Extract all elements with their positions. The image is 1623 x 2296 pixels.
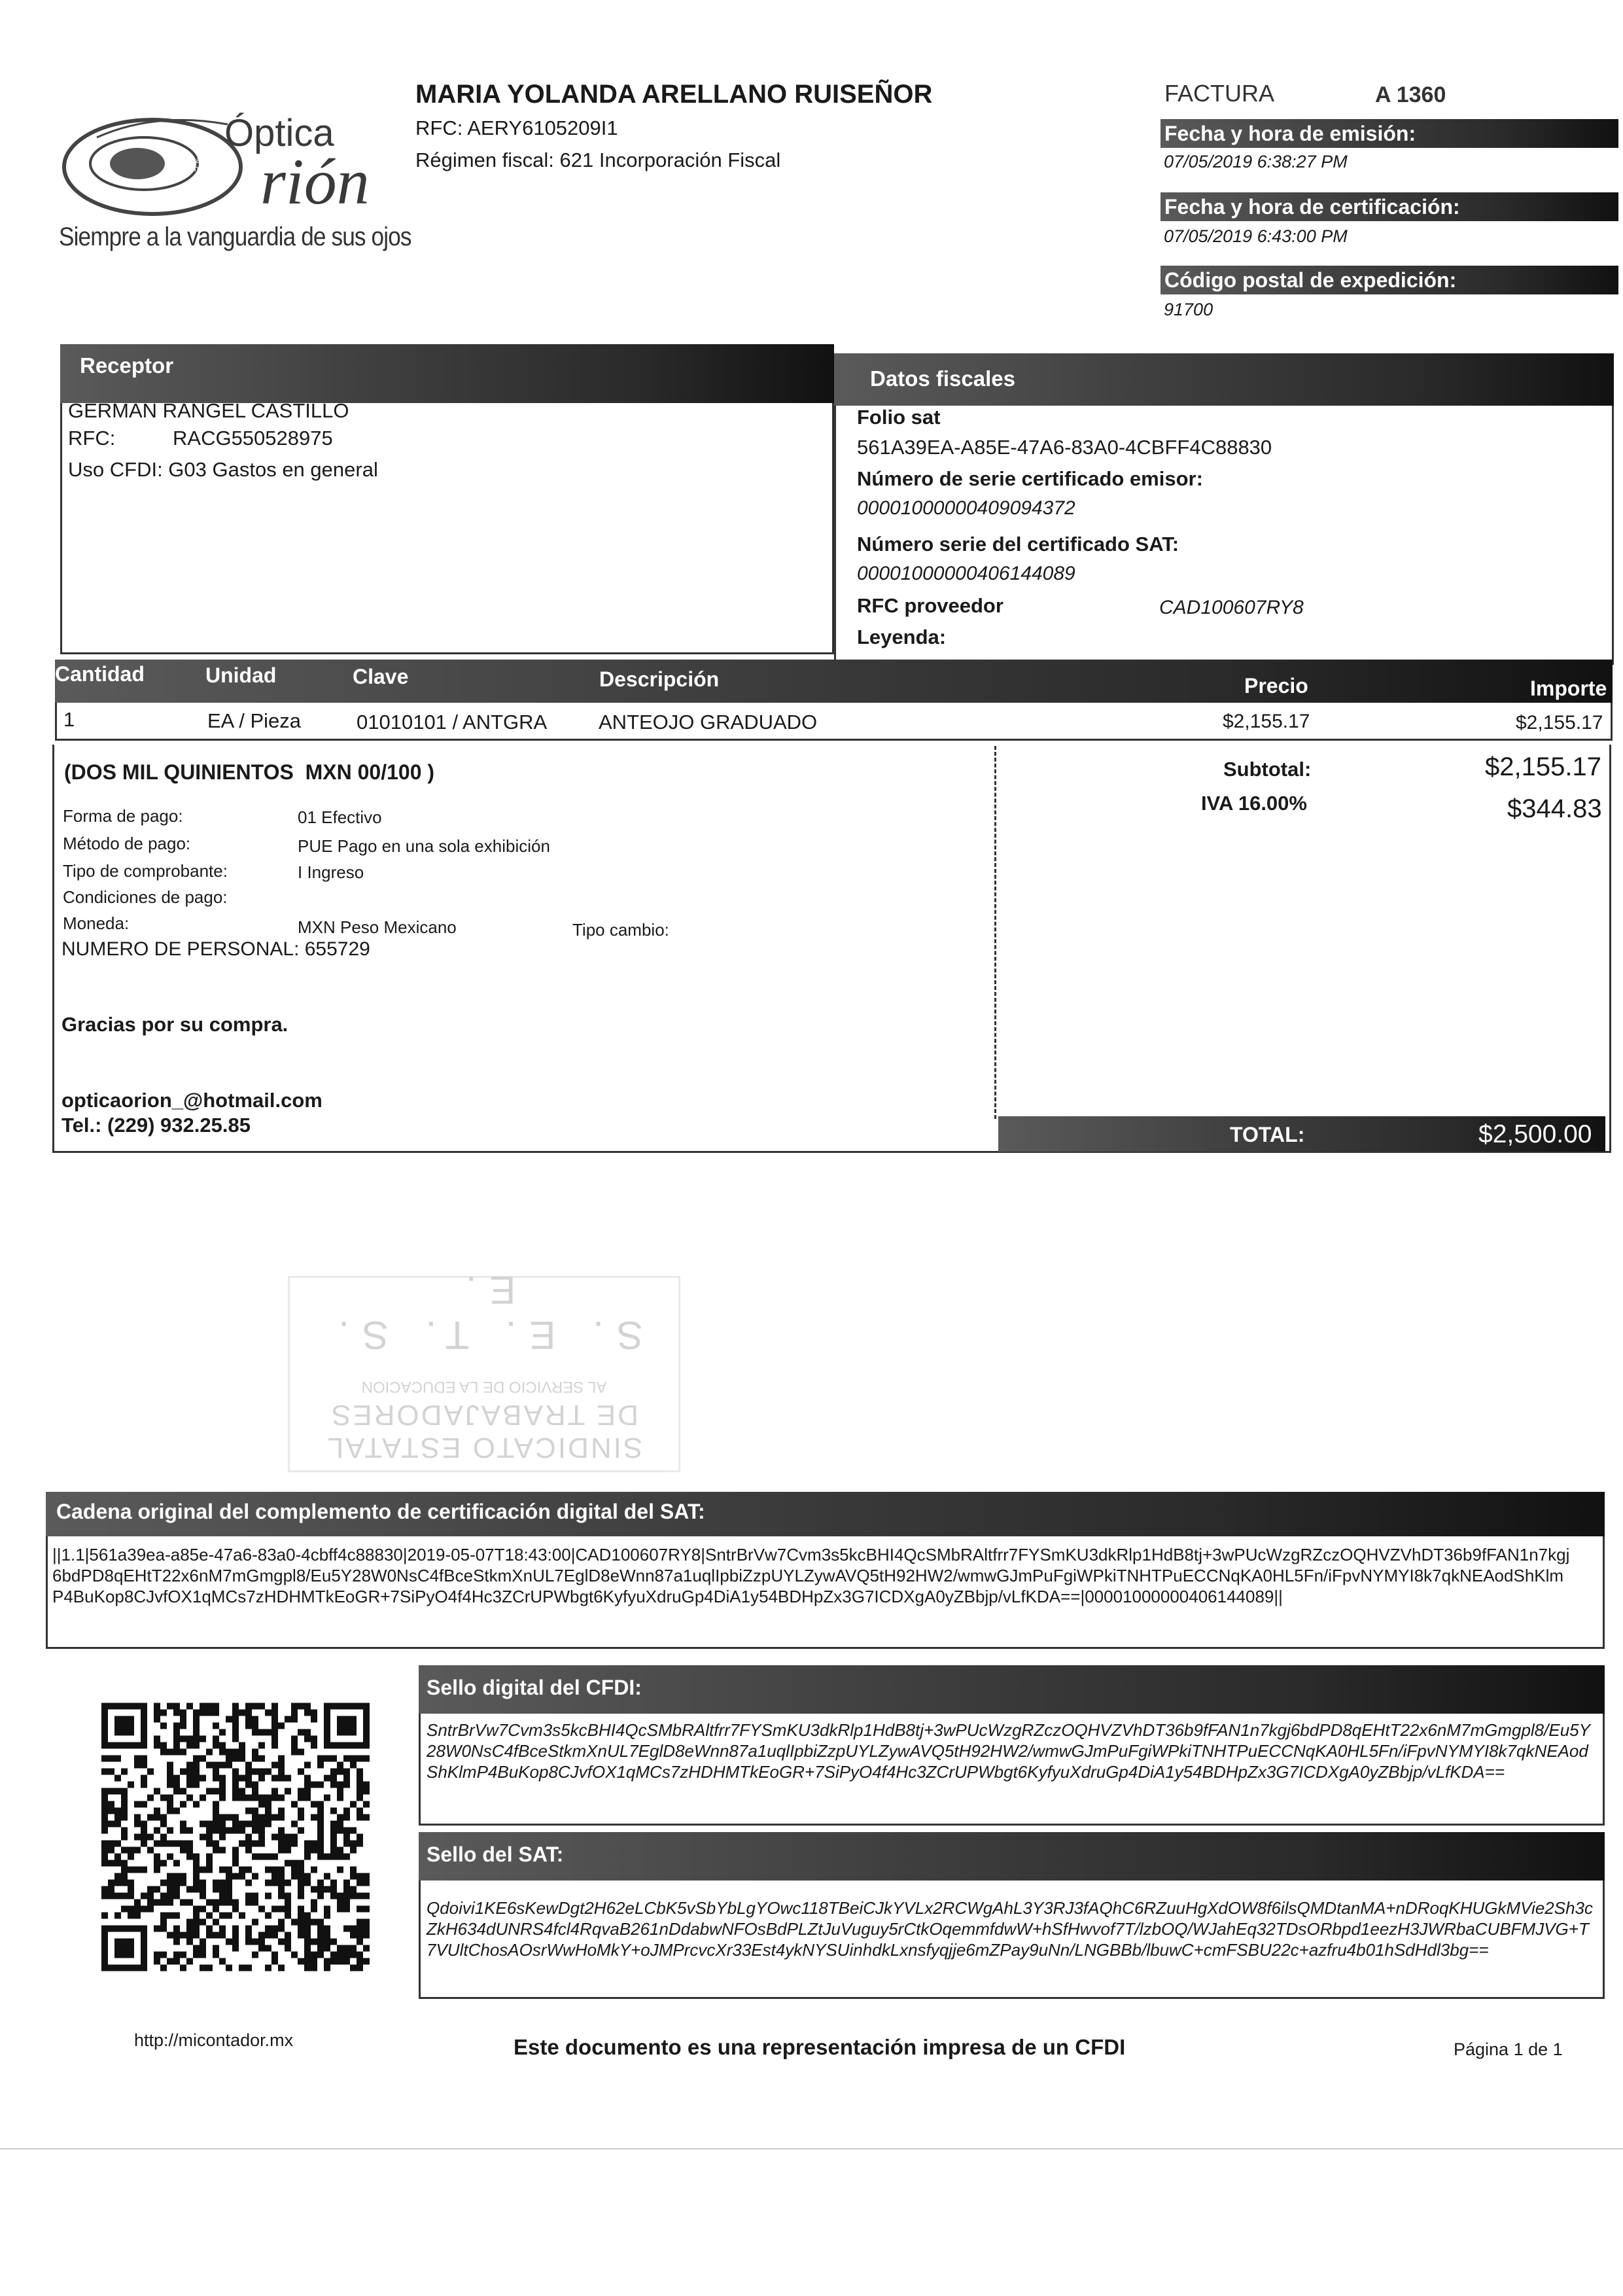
subtotal-value: $2,155.17 [1485, 752, 1601, 781]
leyenda-label: Leyenda: [857, 626, 947, 648]
emision-label: Fecha y hora de emisión: [1164, 122, 1416, 145]
col-unidad: Unidad [205, 663, 277, 687]
qr-modules [101, 1703, 370, 1971]
col-clave: Clave [353, 665, 409, 688]
items-body [55, 703, 1613, 741]
cp-label-bar [1161, 266, 1618, 294]
thanks-text: Gracias por su compra. [61, 1013, 288, 1036]
cadena-header-text: Cadena original del complemento de certificación digital del SAT: [56, 1500, 705, 1523]
col-importe: Importe [1530, 677, 1607, 700]
cell-precio: $2,155.17 [1223, 711, 1310, 732]
contact-tel: Tel.: (229) 932.25.85 [61, 1114, 251, 1137]
iva-value: $344.83 [1507, 794, 1602, 823]
col-cantidad: Cantidad [55, 662, 145, 686]
col-precio: Precio [1244, 674, 1308, 698]
cadena-header [46, 1492, 1605, 1536]
emision-value: 07/05/2019 6:38:27 PM [1164, 152, 1348, 171]
sello-cfdi-text: SntrBrVw7Cvm3s5kcBHI4QcSMbRAltfrr7FYSmKU3dkRlp1HdB8tj+3wPUcWzgRZczOQHVZVhDT36b9fFAN1n7kgj6bdPD8qEHtT22x6nM7mGmgpl8/Eu5Y28W0NsC4fBceStkmXnUL7EglD8eWnn87a1uqlIpbiZzpUYLZywAVQ5tH92HW2/wmwGJmPuFgiWPkiTNHTPuECCNqKA0HL5Fn/iFpvNYMYI8k7qkNEAodShKlmP4BuKop8CJvfOX1qMCs7zHDHMTkEoGR+7SiPyO4f4Hc3ZCrUPWbgt6KyfyuXdruGp4DiA1y54BDHpZx3G7ICDXgA0yZBbjp/vLfKDA== [427, 1720, 1590, 1782]
tipo-comp-label: Tipo de comprobante: [63, 861, 228, 881]
items-header [55, 660, 1613, 703]
cp-label: Código postal de expedición: [1164, 268, 1457, 292]
stamp-line2: DE TRABAJADORES [329, 1399, 639, 1431]
issuer-regimen: Régimen fiscal: 621 Incorporación Fiscal [415, 149, 781, 171]
logo-tagline: Siempre a la vanguardia de sus ojos [59, 222, 411, 251]
company-logo [58, 98, 411, 268]
col-descripcion: Descripción [599, 667, 720, 691]
cell-descripcion: ANTEOJO GRADUADO [599, 711, 818, 733]
issuer-name: MARIA YOLANDA ARELLANO RUISEÑOR [415, 80, 933, 109]
cert-label-bar [1161, 192, 1618, 221]
cert-label: Fecha y hora de certificación: [1164, 195, 1460, 219]
forma-value: 01 Efectivo [298, 807, 382, 827]
total-label: TOTAL: [1230, 1123, 1305, 1146]
cp-value: 91700 [1164, 300, 1213, 319]
stamp-line4: S. E. T. S. E. [325, 1268, 643, 1357]
logo-brand-line2: rión [260, 145, 370, 218]
receptor-rfc-label: RFC: [68, 427, 116, 450]
issuer-rfc: RFC: AERY6105209I1 [415, 116, 618, 139]
serie-emisor-label: Número de serie certificado emisor: [857, 467, 1203, 490]
cert-value: 07/05/2019 6:43:00 PM [1164, 226, 1348, 246]
stamp-line1: SINDICATO ESTATAL [325, 1432, 643, 1464]
receptor-uso: Uso CFDI: G03 Gastos en general [68, 458, 378, 481]
subtotal-label: Subtotal: [1223, 758, 1312, 781]
receptor-name: GERMAN RANGEL CASTILLO [68, 399, 349, 422]
serie-emisor-value: 00001000000409094372 [857, 497, 1075, 519]
metodo-label: Método de pago: [63, 834, 191, 853]
sello-sat-text: Qdoivi1KE6sKewDgt2H62eLCbK5vSbYbLgYOwc118TBeiCJkYVLx2RCWgAhL3Y3RJ3fAQhC6RZuuHgXdOW8f6ilsQMDtanMA+nDRoqKHUGkMVie2Sh3cZkH634dUNRS4fcl4RqvaB261nDdabwNFOsBdPLZtJuVuguy5rCtkOqemmfdwW+hSfHwvof7T/lzbOQ/WJahEq32TDsORbpd1eezH3JWRbaCUBFMJVG+T7VUltChosAOsrWwHoMkY+oJMPrcvcXr33Est4ykNYSUinhdkLxnsfyqjje6mZPay9uNn/LNGBBb/lbuwC+cmFSBU22c+azfru4b01hSdHdl3bg== [427, 1898, 1594, 1960]
receptor-header-text: Receptor [80, 353, 174, 378]
fiscal-header-text: Datos fiscales [870, 366, 1015, 391]
forma-label: Forma de pago: [63, 806, 183, 826]
folio-value: 561A39EA-A85E-47A6-83A0-4CBFF4C88830 [857, 436, 1272, 459]
sello-cfdi-header [419, 1665, 1605, 1714]
receptor-header [60, 344, 834, 403]
invoice-number: A 1360 [1375, 82, 1446, 107]
contact-email[interactable]: opticaorion_@hotmail.com [61, 1089, 323, 1112]
serie-sat-label: Número serie del certificado SAT: [857, 533, 1179, 556]
cell-importe: $2,155.17 [1516, 712, 1603, 733]
fiscal-header [834, 353, 1614, 406]
numero-personal: NUMERO DE PERSONAL: 655729 [61, 938, 370, 960]
footer-url[interactable]: http://micontador.mx [134, 2030, 294, 2050]
tipo-comp-value: I Ingreso [298, 862, 364, 882]
footer-note: Este documento es una representación impresa de un CFDI [514, 2035, 1126, 2059]
stamp-line3: AL SERVICIO DE LA EDUCACION [361, 1378, 607, 1396]
serie-sat-value: 00001000000406144089 [857, 563, 1075, 584]
folio-label: Folio sat [857, 406, 941, 429]
sello-cfdi-header-text: Sello digital del CFDI: [427, 1676, 642, 1699]
sello-sat-header [419, 1832, 1605, 1881]
rfc-prov-value: CAD100607RY8 [1159, 597, 1304, 618]
union-stamp [288, 1268, 680, 1472]
invoice-type: FACTURA [1164, 80, 1275, 107]
qr-code [101, 1701, 370, 1973]
condiciones-label: Condiciones de pago: [63, 887, 228, 907]
emision-label-bar [1161, 119, 1618, 148]
tipo-cambio-label: Tipo cambio: [572, 920, 669, 940]
cell-clave: 01010101 / ANTGRA [357, 711, 548, 733]
cadena-text: ||1.1|561a39ea-a85e-47a6-83a0-4cbff4c88830|2019-05-07T18:43:00|CAD100607RY8|SntrBrVw7Cvm3s5kcBHI4QcSMbRAltfrr7FYSmKU3dkRlp1HdB8tj+3wPUcWzgRZczOQHVZVhDT36b9fFAN1n7kgj6bdPD8qEHtT22x6nM7mGmgpl8/Eu5Y28W0NsC4fBceStkmXnUL7EglD8eWnn87a1uqlIpbiZzpUYLZywAVQ5tH92HW2/wmwGJmPuFgiWPkiTNHTPuECCNqKA0HL5Fn/iFpvNYMYI8k7qkNEAodShKlmP4BuKop8CJvfOX1qMCs7zHDHMTkEoGR+7SiPyO4f4Hc3ZCrUPWbgt6KyfyuXdruGp4DiA1y54BDHpZx3G7ICDXgA0yZBbjp/vLfKDA==|00001000000406144089|| [52, 1545, 1570, 1606]
logo-inner-text: Óptica Orión [176, 155, 201, 173]
cell-cantidad: 1 [63, 708, 75, 731]
cell-unidad: EA / Pieza [207, 709, 302, 732]
summary-divider [994, 746, 996, 1119]
moneda-value: MXN Peso Mexicano [298, 917, 457, 937]
amount-words: (DOS MIL QUINIENTOS MXN 00/100 ) [64, 760, 435, 784]
moneda-label: Moneda: [63, 913, 130, 933]
metodo-value: PUE Pago en una sola exhibición [298, 836, 550, 856]
footer-rule [0, 2148, 1623, 2149]
iva-label: IVA 16.00% [1201, 792, 1307, 815]
rfc-prov-label: RFC proveedor [857, 594, 1003, 617]
sello-sat-header-text: Sello del SAT: [427, 1843, 564, 1866]
logo-brand-line1: Óptica [224, 112, 334, 154]
total-value: $2,500.00 [1478, 1120, 1592, 1148]
receptor-rfc-value: RACG550528975 [173, 427, 333, 450]
footer-page: Página 1 de 1 [1454, 2040, 1563, 2059]
total-bar [998, 1116, 1605, 1152]
